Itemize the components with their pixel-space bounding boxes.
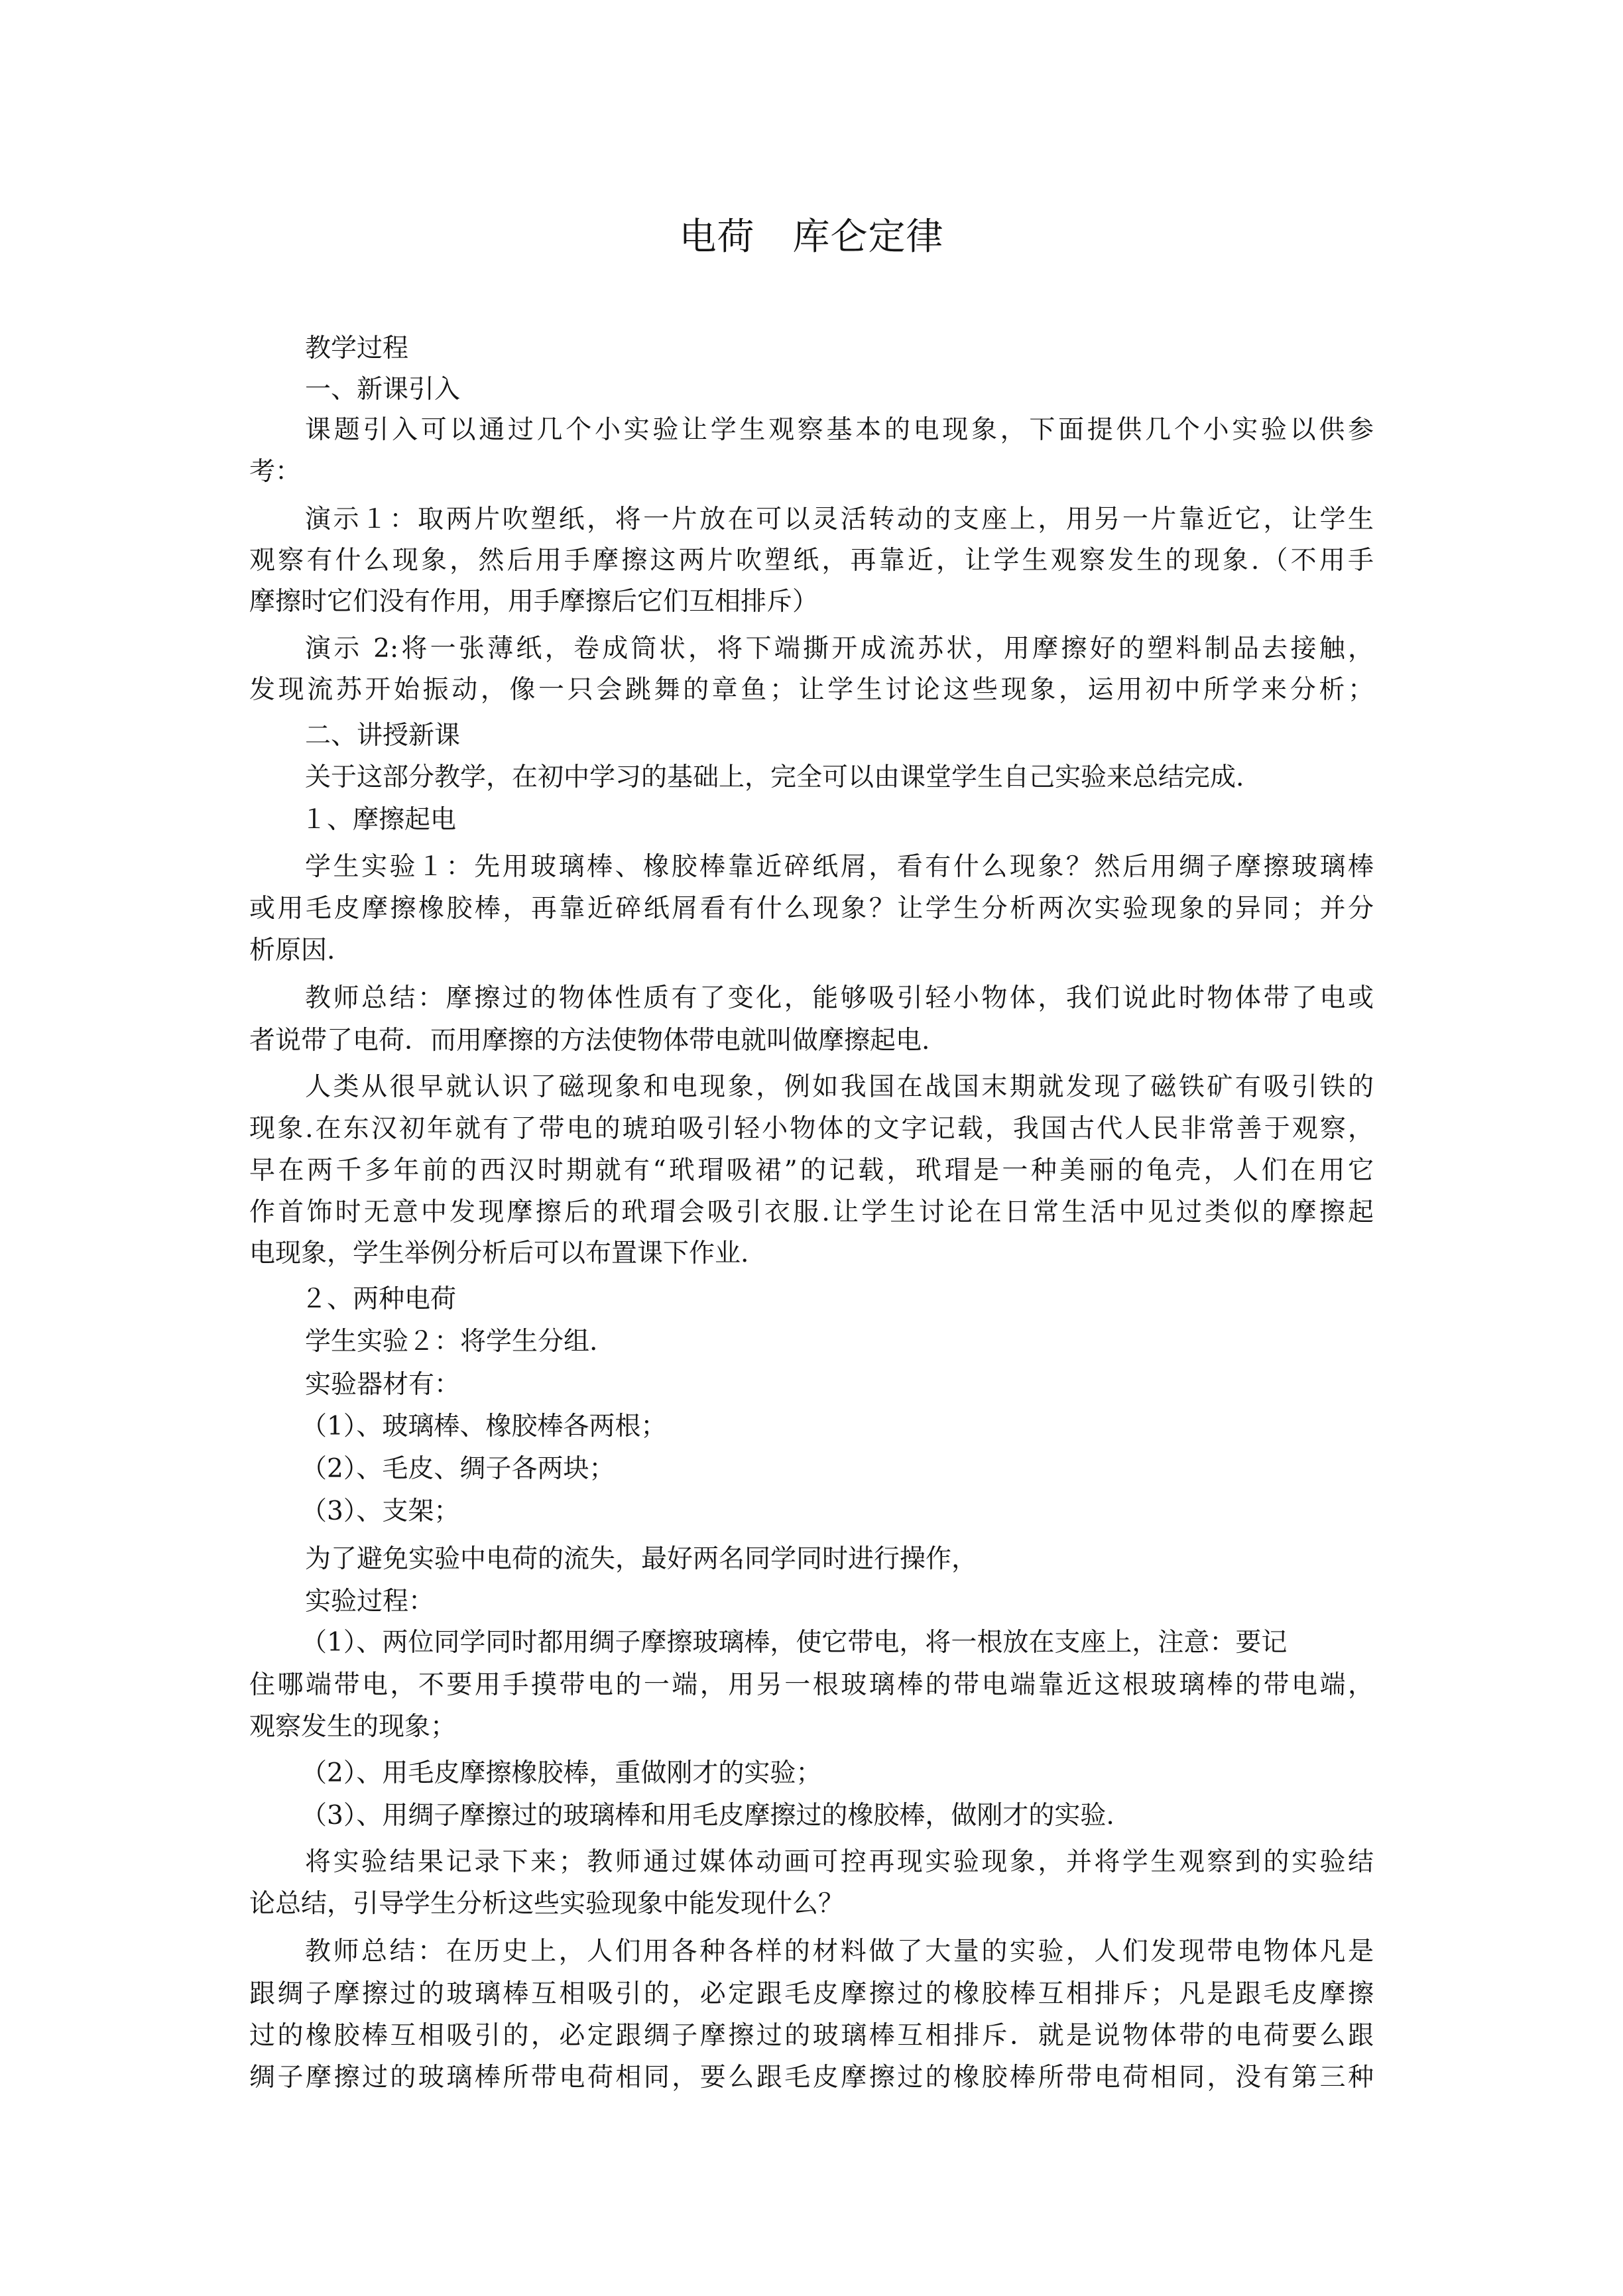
paragraph-line: 考： [249, 457, 302, 487]
list-item: （2）、毛皮、绸子各两块； [301, 1454, 615, 1484]
paragraph-line: 为了避免实验中电荷的流失，最好两名同学同时进行操作， [305, 1544, 978, 1574]
paragraph-line: 观察有什么现象，然后用手摩擦这两片吹塑纸，再靠近，让学生观察发生的现象.（不用手 [249, 546, 1374, 575]
paragraph-line: 关于这部分教学，在初中学习的基础上，完全可以由课堂学生自己实验来总结完成. [305, 762, 1244, 792]
paragraph-line: 演示 2:将一张薄纸，卷成筒状，将下端撕开成流苏状，用摩擦好的塑料制品去接触， [305, 634, 1374, 664]
paragraph-line: 摩擦时它们没有作用，用手摩擦后它们互相排斥） [249, 587, 819, 617]
paragraph-line: 课题引入可以通过几个小实验让学生观察基本的电现象，下面提供几个小实验以供参 [305, 415, 1374, 445]
paragraph-line: 者说带了电荷．而用摩擦的方法使物体带电就叫做摩擦起电. [249, 1026, 930, 1056]
section-heading: １、摩擦起电 [301, 805, 457, 835]
paragraph-line: 实验过程： [305, 1587, 435, 1616]
paragraph-line: 绸子摩擦过的玻璃棒所带电荷相同，要么跟毛皮摩擦过的橡胶棒所带电荷相同，没有第三种 [249, 2063, 1374, 2092]
page-title: 电荷 库仑定律 [679, 215, 944, 259]
paragraph-line: 学生实验２：将学生分组. [305, 1327, 598, 1357]
list-item: （3）、支架； [301, 1496, 460, 1526]
paragraph-line: 过的橡胶棒互相吸引的，必定跟绸子摩擦过的玻璃棒互相排斥．就是说物体带的电荷要么跟 [249, 2021, 1374, 2051]
paragraph-line: 作首饰时无意中发现摩擦后的玳瑁会吸引衣服.让学生讨论在日常生活中见过类似的摩擦起 [249, 1197, 1374, 1227]
section-heading: ２、两种电荷 [301, 1284, 457, 1314]
list-item: （2）、用毛皮摩擦橡胶棒，重做刚才的实验； [301, 1758, 822, 1788]
section-heading: 教学过程 [305, 333, 409, 363]
paragraph-line: 教师总结：摩擦过的物体性质有了变化，能够吸引轻小物体，我们说此时物体带了电或 [305, 983, 1374, 1013]
paragraph-line: 观察发生的现象； [249, 1712, 457, 1742]
paragraph-line: 住哪端带电，不要用手摸带电的一端，用另一根玻璃棒的带电端靠近这根玻璃棒的带电端， [249, 1670, 1374, 1700]
paragraph-line: 发现流苏开始振动，像一只会跳舞的章鱼；让学生讨论这些现象，运用初中所学来分析； [249, 675, 1374, 705]
list-item: （1）、玻璃棒、橡胶棒各两根； [301, 1412, 667, 1441]
section-heading: 二、讲授新课 [305, 721, 461, 751]
paragraph-line: 现象.在东汉初年就有了带电的琥珀吸引轻小物体的文字记载，我国古代人民非常善于观察， [249, 1114, 1374, 1144]
paragraph-line: 或用毛皮摩擦橡胶棒，再靠近碎纸屑看有什么现象？让学生分析两次实验现象的异同；并分 [249, 894, 1374, 924]
paragraph-line: 跟绸子摩擦过的玻璃棒互相吸引的，必定跟毛皮摩擦过的橡胶棒互相排斥；凡是跟毛皮摩擦 [249, 1979, 1374, 2009]
paragraph-line: 演示１：取两片吹塑纸，将一片放在可以灵活转动的支座上，用另一片靠近它，让学生 [305, 505, 1374, 534]
list-item: （1）、两位同学同时都用绸子摩擦玻璃棒，使它带电，将一根放在支座上，注意：要记 [301, 1628, 1288, 1658]
paragraph-line: 人类从很早就认识了磁现象和电现象，例如我国在战国末期就发现了磁铁矿有吸引铁的 [305, 1072, 1374, 1102]
paragraph-line: 教师总结：在历史上，人们用各种各样的材料做了大量的实验，人们发现带电物体凡是 [305, 1937, 1374, 1966]
section-heading: 一、新课引入 [305, 375, 461, 404]
paragraph-line: 早在两千多年前的西汉时期就有“玳瑁吸裙”的记载，玳瑁是一种美丽的龟壳，人们在用它 [249, 1156, 1374, 1185]
paragraph-line: 学生实验１：先用玻璃棒、橡胶棒靠近碎纸屑，看有什么现象？然后用绸子摩擦玻璃棒 [305, 852, 1374, 882]
paragraph-line: 将实验结果记录下来；教师通过媒体动画可控再现实验现象，并将学生观察到的实验结 [305, 1847, 1374, 1877]
paragraph-line: 实验器材有： [305, 1370, 461, 1400]
list-item: （3）、用绸子摩擦过的玻璃棒和用毛皮摩擦过的橡胶棒，做刚才的实验. [301, 1801, 1114, 1831]
paragraph-line: 论总结，引导学生分析这些实验现象中能发现什么？ [249, 1889, 845, 1919]
paragraph-line: 析原因. [249, 936, 335, 965]
paragraph-line: 电现象，学生举例分析后可以布置课下作业. [249, 1239, 749, 1268]
